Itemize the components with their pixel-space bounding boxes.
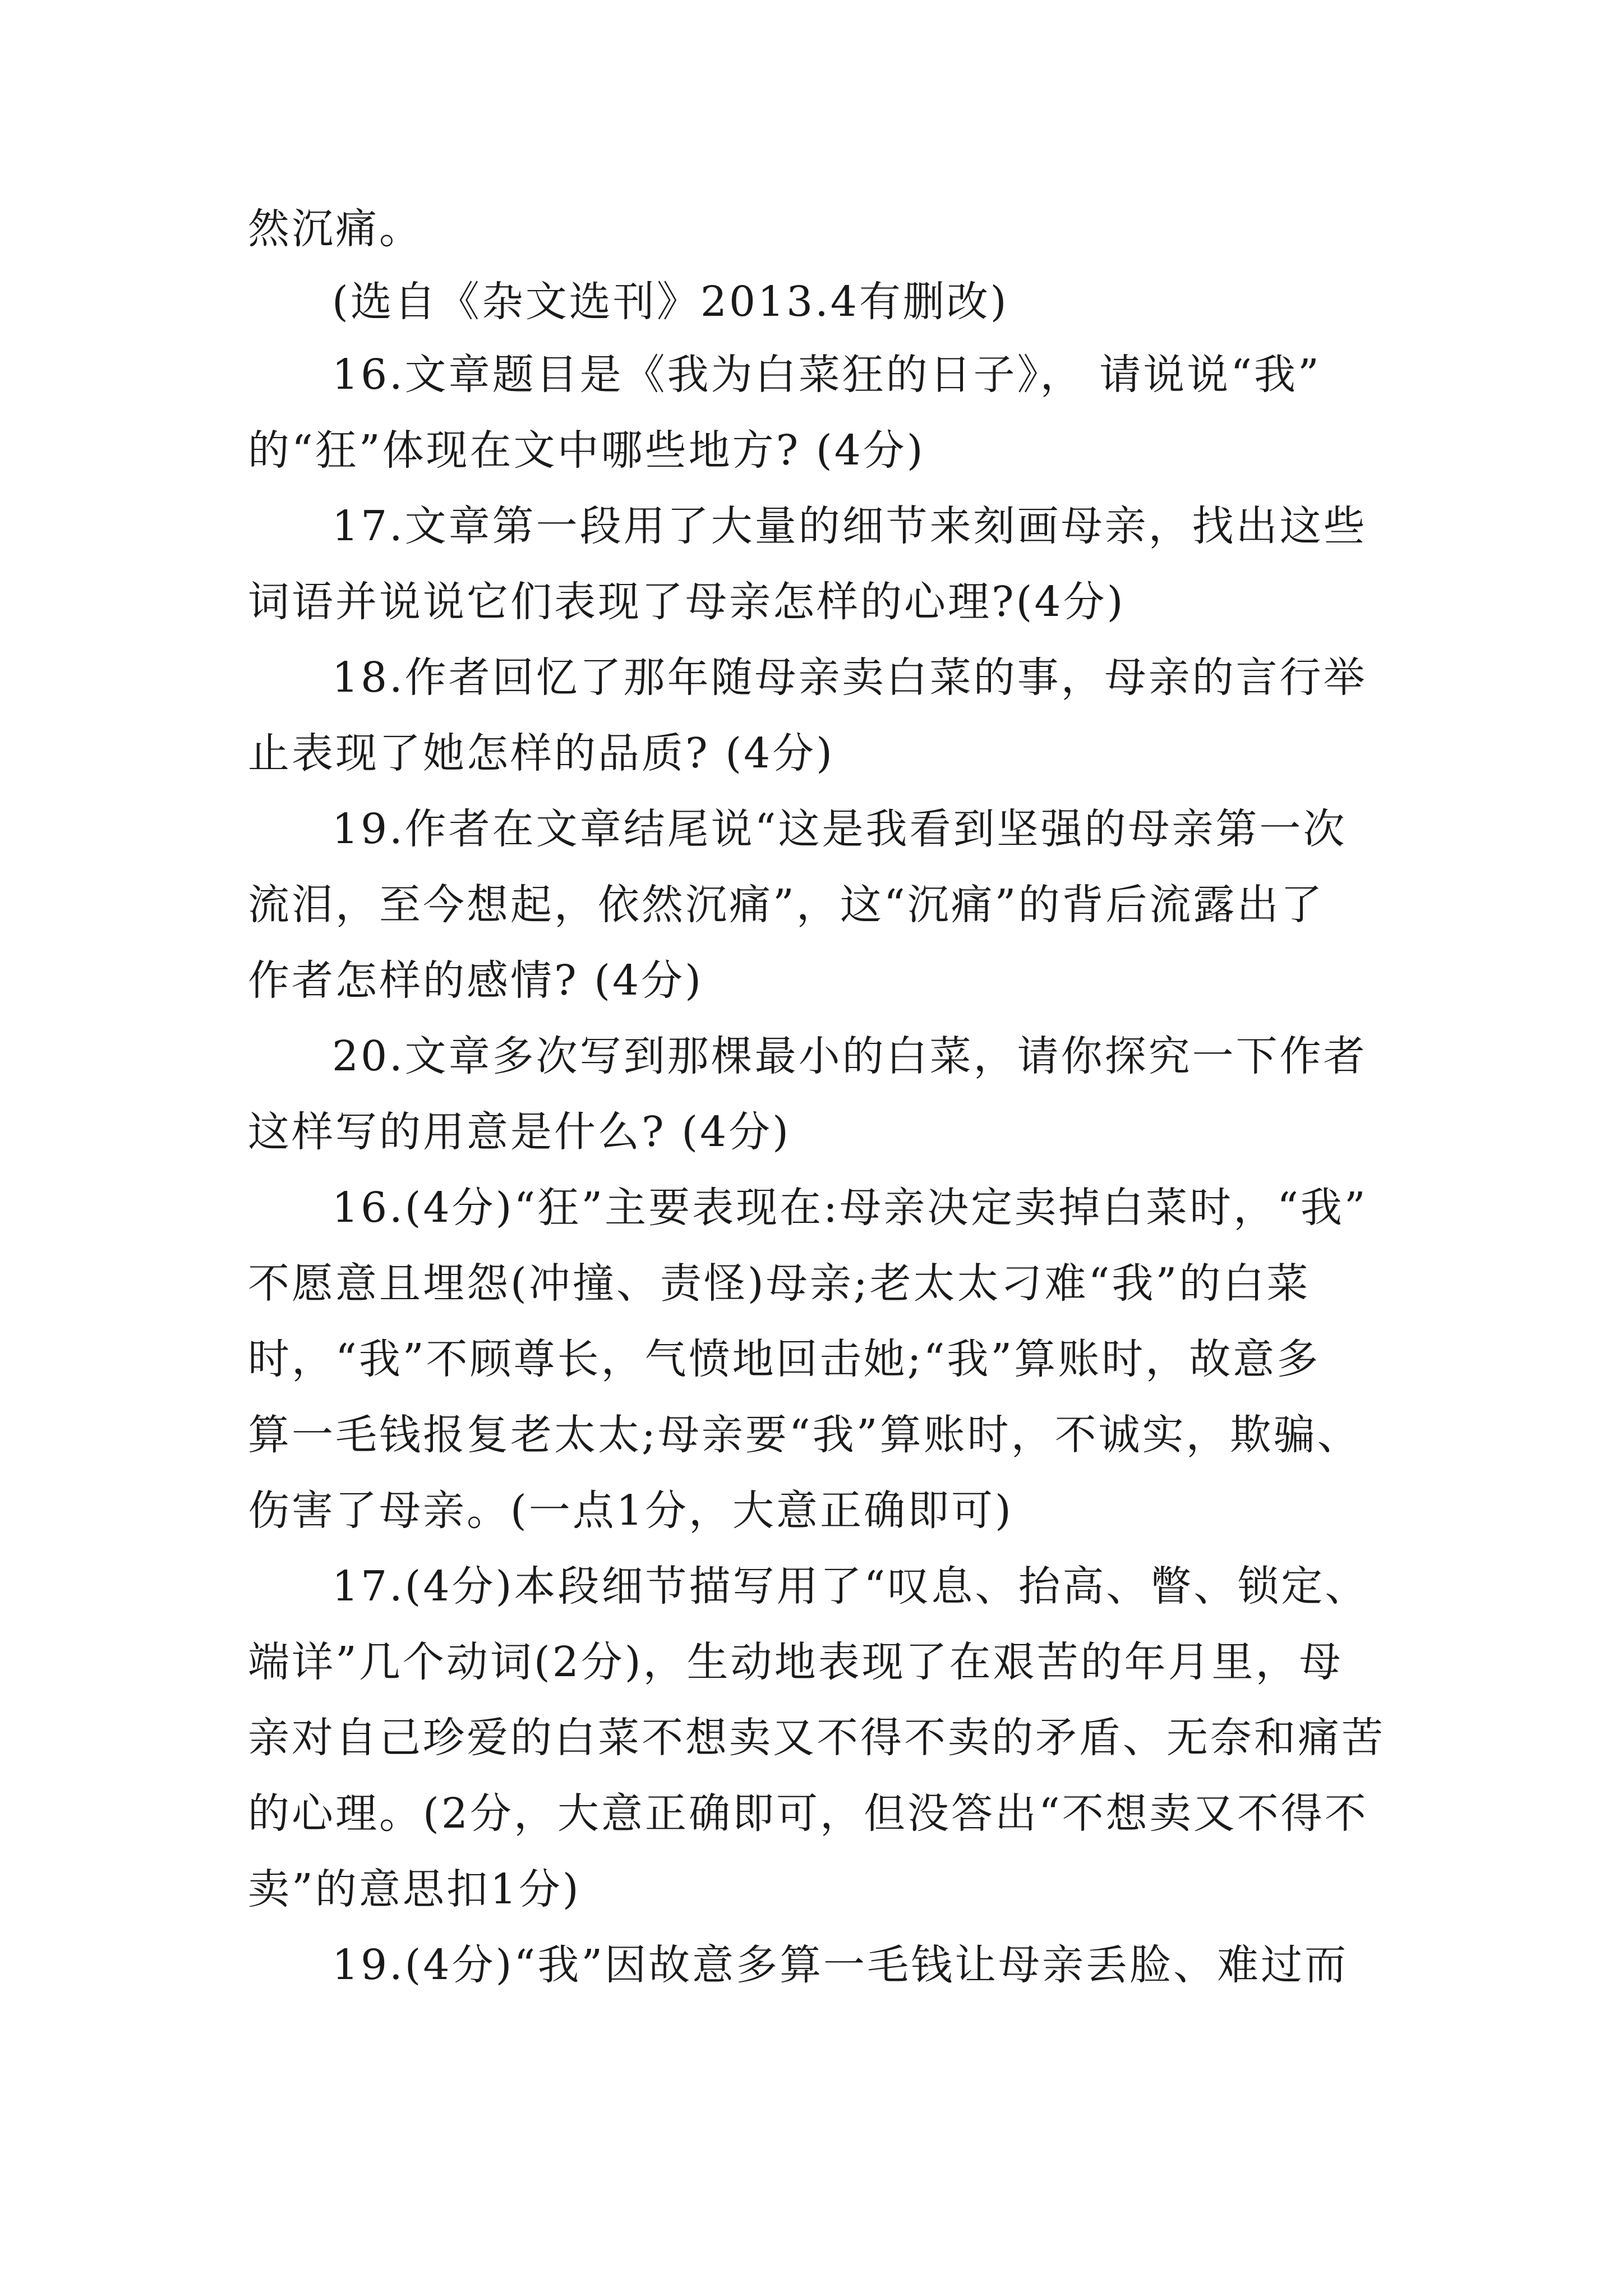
text-line: 然沉痛。 [248, 205, 423, 253]
question-19: 19.作者在文章结尾说“这是我看到坚强的母亲第一次 [332, 805, 1347, 853]
text-line: 词语并说说它们表现了母亲怎样的心理?(4分) [248, 578, 1126, 626]
text-line: 的“狂”体现在文中哪些地方? (4分) [248, 426, 925, 475]
answer-17: 17.(4分)本段细节描写用了“叹息、抬高、瞥、锁定、 [332, 1562, 1369, 1611]
text-line: 作者怎样的感情? (4分) [248, 956, 704, 1005]
text-line: 这样写的用意是什么? (4分) [248, 1108, 791, 1156]
text-line: 止表现了她怎样的品质? (4分) [248, 729, 835, 777]
text-line: 不愿意且埋怨(冲撞、责怪)母亲;老太太刁难“我”的白菜 [248, 1259, 1311, 1308]
text-line: 端详”几个动词(2分)，生动地表现了在艰苦的年月里，母 [248, 1638, 1343, 1686]
answer-16: 16.(4分)“狂”主要表现在:母亲决定卖掉白菜时，“我” [332, 1184, 1368, 1232]
text-line: 算一毛钱报复老太太;母亲要“我”算账时，不诚实，欺骗、 [248, 1411, 1361, 1459]
question-18: 18.作者回忆了那年随母亲卖白菜的事，母亲的言行举 [332, 654, 1367, 702]
question-17: 17.文章第一段用了大量的细节来刻画母亲，找出这些 [332, 502, 1367, 550]
text-line: 伤害了母亲。(一点1分，大意正确即可) [248, 1487, 1013, 1535]
text-line: 卖”的意思扣1分) [248, 1865, 581, 1913]
text-line: 流泪，至今想起，依然沉痛”，这“沉痛”的背后流露出了 [248, 881, 1325, 929]
source-citation: (选自《杂文选刊》2013.4有删改) [332, 278, 1009, 326]
text-line: 时，“我”不顾尊长，气愤地回击她;“我”算账时，故意多 [248, 1335, 1321, 1383]
question-16: 16.文章题目是《我为白菜狂的日子》， 请说说“我” [332, 351, 1321, 399]
text-line: 的心理。(2分，大意正确即可，但没答出“不想卖又不得不 [248, 1789, 1368, 1838]
text-line: 亲对自己珍爱的白菜不想卖又不得不卖的矛盾、无奈和痛苦 [248, 1714, 1385, 1762]
answer-19: 19.(4分)“我”因故意多算一毛钱让母亲丢脸、难过而 [332, 1941, 1349, 1989]
question-20: 20.文章多次写到那棵最小的白菜，请你探究一下作者 [332, 1032, 1367, 1080]
